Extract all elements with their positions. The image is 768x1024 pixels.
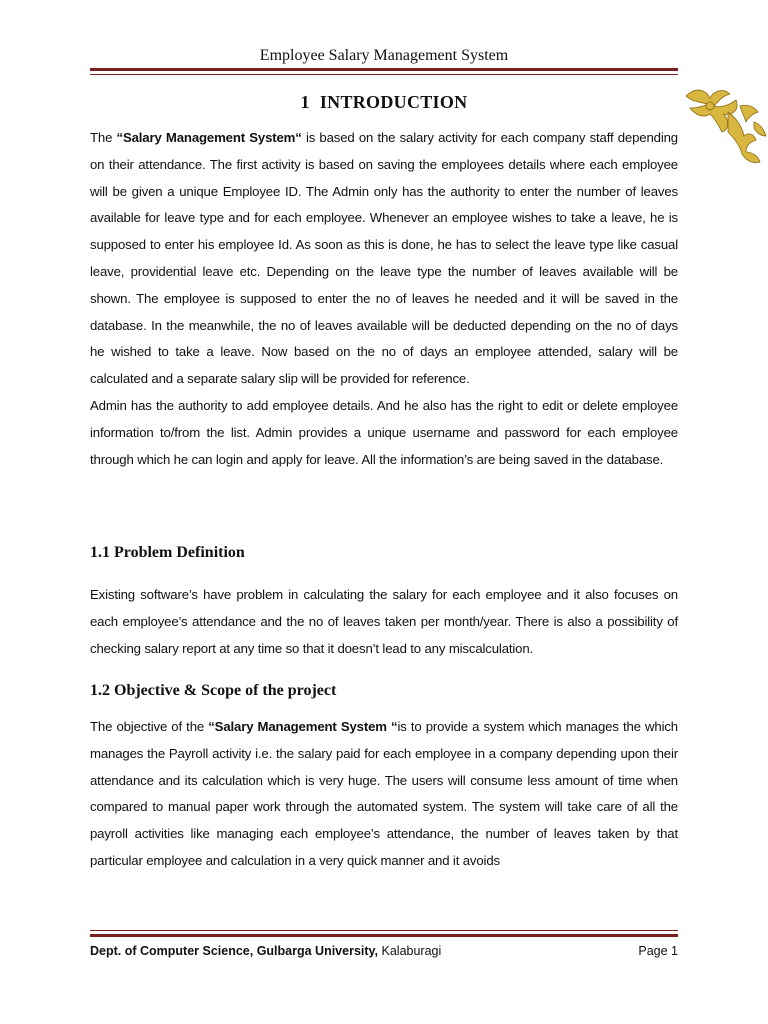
header-rule-thin bbox=[90, 74, 678, 75]
page-content bbox=[90, 92, 678, 868]
section-number: 1 bbox=[300, 92, 310, 112]
problem-definition-paragraph: Existing software’s have problem in calculating the salary for each employee and it also focuses on each employee’s attendance and the no of leaves taken per month/year. There is also a possibility of checking salary report at any time so that it doesn’t lead to any miscalculation. bbox=[90, 587, 678, 656]
footer-rule-thin bbox=[90, 930, 678, 931]
header-title: Employee Salary Management System bbox=[259, 47, 509, 64]
intro-p1-bold-term: “Salary Management System“ bbox=[116, 130, 302, 145]
heading-objective-scope: 1.2 Objective & Scope of the project bbox=[90, 682, 337, 699]
section-heading-introduction bbox=[90, 92, 678, 113]
objective-p-lead: The objective of the bbox=[90, 719, 209, 734]
footer-city: Kalaburagi bbox=[378, 944, 442, 958]
header-rule-thick bbox=[90, 68, 678, 71]
footer-page-number: Page 1 bbox=[638, 944, 678, 958]
objective-p-body: is to provide a system which manages the which manages the Payroll activity i.e. the salary paid for each employee in a company depending upon their attendance and its calculation which is very huge. The users will consume less amount of time when compared to manual paper work through the automated system. The system will take care of all the payroll activities like managing each employee’s attendance, the number of leaves taken by that particular employee and calculation in a very quick manner and it avoids bbox=[90, 719, 678, 868]
intro-p1-lead: The bbox=[90, 130, 117, 145]
footer-rule-thick bbox=[90, 934, 678, 937]
intro-paragraph-2: Admin has the authority to add employee details. And he also has the right to edit or delete employee information to/from the list. Admin provides a unique username and password for each employee through which he can login and apply for leave. All the information’s are being saved in the database. bbox=[90, 397, 678, 467]
ribbon-ornament-icon bbox=[684, 82, 768, 168]
heading-problem-definition: 1.1 Problem Definition bbox=[90, 544, 245, 561]
footer-department bbox=[90, 944, 441, 958]
footer-dept-name: Dept. of Computer Science, Gulbarga University, bbox=[90, 944, 379, 958]
intro-paragraph-1 bbox=[90, 125, 678, 393]
objective-p-bold-term: “Salary Management System “ bbox=[208, 719, 398, 734]
intro-p1-body: is based on the salary activity for each company staff depending on their attendance. The first activity is based on saving the employees details where each employee will be given a unique Employee ID. The Admin only has the authority to enter the number of leaves available for leave type and for each employee. Whenever an employee wishes to take a leave, he is supposed to enter his employee Id. As soon as this is done, he has to select the leave type like casual leave, providential leave etc. Depending on the leave type the number of leaves available will be shown. The employee is supposed to enter the no of leaves he needed and it will be saved in the database. In the meanwhile, the no of leaves available will be deducted depending on the no of days he wished to take a leave. Now based on the no of days an employee attended, salary will be calculated and a separate salary slip will be provided for reference. bbox=[90, 130, 678, 387]
objective-paragraph bbox=[90, 714, 678, 875]
section-title: INTRODUCTION bbox=[319, 92, 468, 112]
